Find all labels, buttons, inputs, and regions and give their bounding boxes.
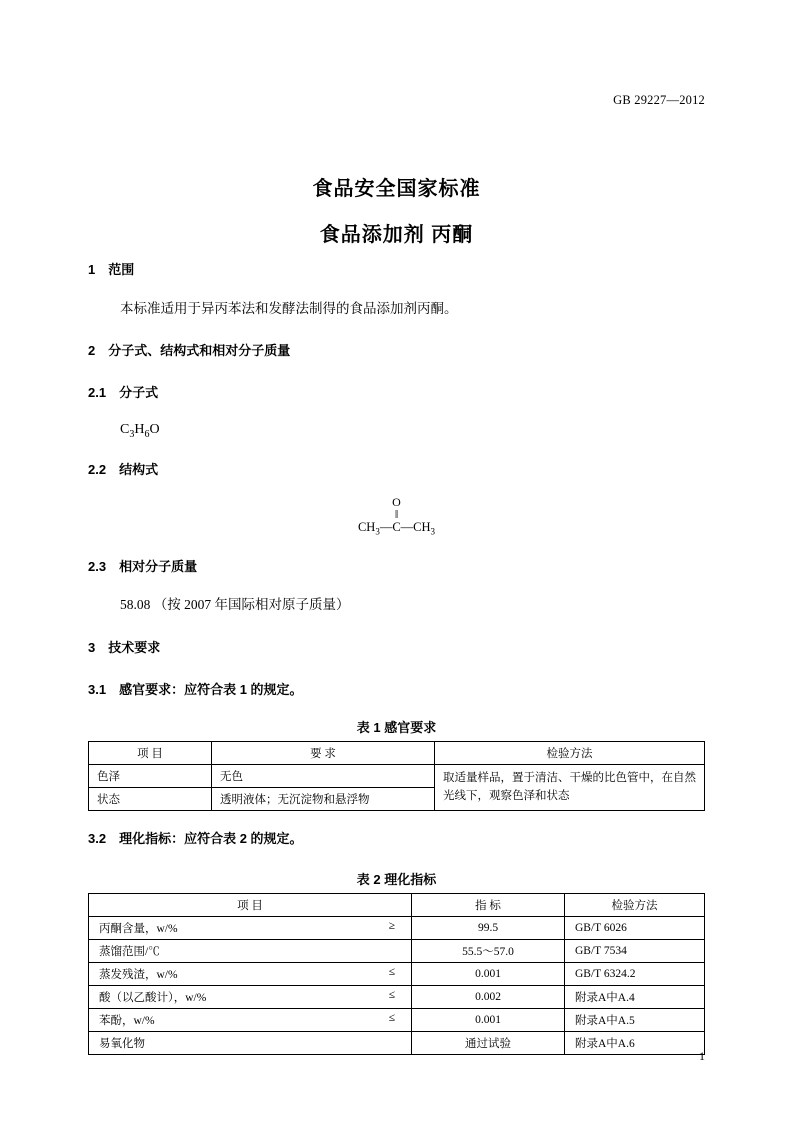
table-2-cell-index: 0.001 — [412, 1008, 565, 1031]
formula-sub-6: 6 — [144, 429, 150, 441]
table-2-item-sign: ≤ — [388, 988, 395, 1001]
section-2-3-title: 相对分子质量 — [119, 558, 198, 574]
table-2-cell-method: 附录A中A.5 — [565, 1008, 705, 1031]
table-2-header-method: 检验方法 — [565, 893, 705, 916]
table-2-caption: 表 2 理化指标 — [356, 871, 437, 887]
table-2-cell-index: 55.5～57.0 — [412, 939, 565, 962]
table-1-header-item: 项 目 — [89, 742, 212, 765]
table-1-header-requirement: 要 求 — [212, 742, 435, 765]
table-2-cell-method: 附录A中A.6 — [565, 1031, 705, 1054]
table-2-item-sign: ≤ — [388, 965, 395, 978]
table-2-cell-item — [89, 1031, 412, 1054]
section-2-3-heading — [88, 559, 705, 575]
table-2-cell-index: 通过试验 — [412, 1031, 565, 1054]
section-2-heading — [88, 343, 705, 359]
table-row — [89, 962, 705, 985]
section-3-number: 3 — [88, 639, 96, 655]
table-2-cell-index: 0.002 — [412, 985, 565, 1008]
section-2-2-heading — [88, 462, 705, 478]
table-2-cell-method: GB/T 7534 — [565, 939, 705, 962]
section-3-2-number: 3.2 — [88, 831, 107, 847]
table-2-cell-item — [89, 985, 412, 1008]
table-1-cell-method: 取适量样品，置于清洁、干燥的比色管中，在自然光线下，观察色泽和状态 — [435, 765, 705, 811]
table-2-header-index: 指 标 — [412, 893, 565, 916]
standard-code: GB 29227—2012 — [613, 93, 705, 107]
chain-sub-left: 3 — [375, 526, 380, 537]
table-2-item-sign: ≥ — [388, 919, 395, 932]
table-2-cell-method: GB/T 6324.2 — [565, 962, 705, 985]
table-header-row — [89, 742, 705, 765]
table-1-header-method: 检验方法 — [435, 742, 705, 765]
section-3-2-heading — [88, 831, 705, 847]
document-title-line1: 食品安全国家标准 — [312, 178, 481, 200]
table-row — [89, 916, 705, 939]
table-1-cell-item: 色泽 — [89, 765, 212, 788]
table-2-item-label: 苯酚，w/% — [99, 1014, 155, 1027]
table-2-header-item: 项 目 — [89, 893, 412, 916]
section-2-2-number: 2.2 — [88, 462, 107, 478]
table-1-cell-requirement: 无色 — [212, 765, 435, 788]
table-row — [89, 765, 705, 788]
table-row — [89, 939, 705, 962]
section-2-1-title: 分子式 — [119, 384, 159, 400]
table-2-item-label: 蒸馏范围/℃ — [99, 945, 160, 958]
table-2-item-label: 蒸发残渣，w/% — [99, 968, 178, 981]
table-row — [89, 1031, 705, 1054]
structural-formula-double-bond: ‖ — [394, 507, 399, 522]
formula-sub-3: 3 — [129, 429, 135, 441]
relative-molecular-mass: 58.08 （按 2007 年国际相对原子质量） — [120, 597, 350, 613]
section-1-body: 本标准适用于异丙苯法和发酵法制得的食品添加剂丙酮。 — [120, 300, 458, 316]
table-2-item-label: 易氧化物 — [99, 1037, 145, 1050]
table-2-cell-item — [89, 962, 412, 985]
section-3-title: 技术要求 — [108, 639, 161, 655]
table-1-caption: 表 1 感官要求 — [356, 720, 437, 736]
table-2-block — [88, 869, 705, 1055]
section-1-heading — [88, 262, 705, 278]
section-2-1-number: 2.1 — [88, 384, 107, 400]
table-2-cell-method: GB/T 6026 — [565, 916, 705, 939]
document-title-line2: 食品添加剂 丙酮 — [319, 224, 474, 246]
section-3-1-title: 感官要求：应符合表 1 的规定。 — [119, 681, 303, 697]
table-1-block — [88, 717, 705, 811]
sensory-requirements-table — [88, 741, 705, 811]
table-2-cell-item — [89, 1008, 412, 1031]
structural-formula — [88, 496, 705, 537]
table-2-cell-item — [89, 916, 412, 939]
molecular-formula: $C_3H_6O$ — [120, 422, 160, 441]
physicochemical-index-table — [88, 893, 705, 1055]
section-3-1-number: 3.1 — [88, 681, 107, 697]
table-2-item-label: 酸（以乙酸计），w/% — [99, 991, 207, 1004]
section-3-heading — [88, 640, 705, 656]
table-header-row — [89, 893, 705, 916]
section-2-title: 分子式、结构式和相对分子质量 — [108, 343, 291, 359]
section-1-number: 1 — [88, 262, 96, 277]
section-2-1-heading — [88, 385, 705, 401]
structural-formula-chain: $CH_3—C—CH_3$ — [357, 519, 436, 537]
table-2-cell-index: 0.001 — [412, 962, 565, 985]
structural-formula-oxygen: O — [392, 494, 401, 509]
section-2-3-number: 2.3 — [88, 558, 107, 574]
table-2-cell-method: 附录A中A.4 — [565, 985, 705, 1008]
chain-sub-right: 3 — [430, 526, 436, 537]
section-3-2-title: 理化指标：应符合表 2 的规定。 — [119, 831, 303, 847]
table-1-cell-item: 状态 — [89, 788, 212, 811]
table-row — [89, 1008, 705, 1031]
section-2-2-title: 结构式 — [119, 462, 159, 478]
table-2-cell-index: 99.5 — [412, 916, 565, 939]
section-1-title: 范围 — [108, 262, 135, 277]
section-3-1-heading — [88, 682, 705, 698]
page-number: 1 — [699, 1049, 705, 1063]
table-2-item-label: 丙酮含量，w/% — [99, 922, 178, 935]
table-row — [89, 985, 705, 1008]
document-body — [88, 262, 705, 1055]
table-2-cell-item — [89, 939, 412, 962]
table-1-cell-requirement: 透明液体；无沉淀物和悬浮物 — [212, 788, 435, 811]
table-2-item-sign: ≤ — [388, 1011, 395, 1024]
section-2-number: 2 — [88, 343, 96, 359]
